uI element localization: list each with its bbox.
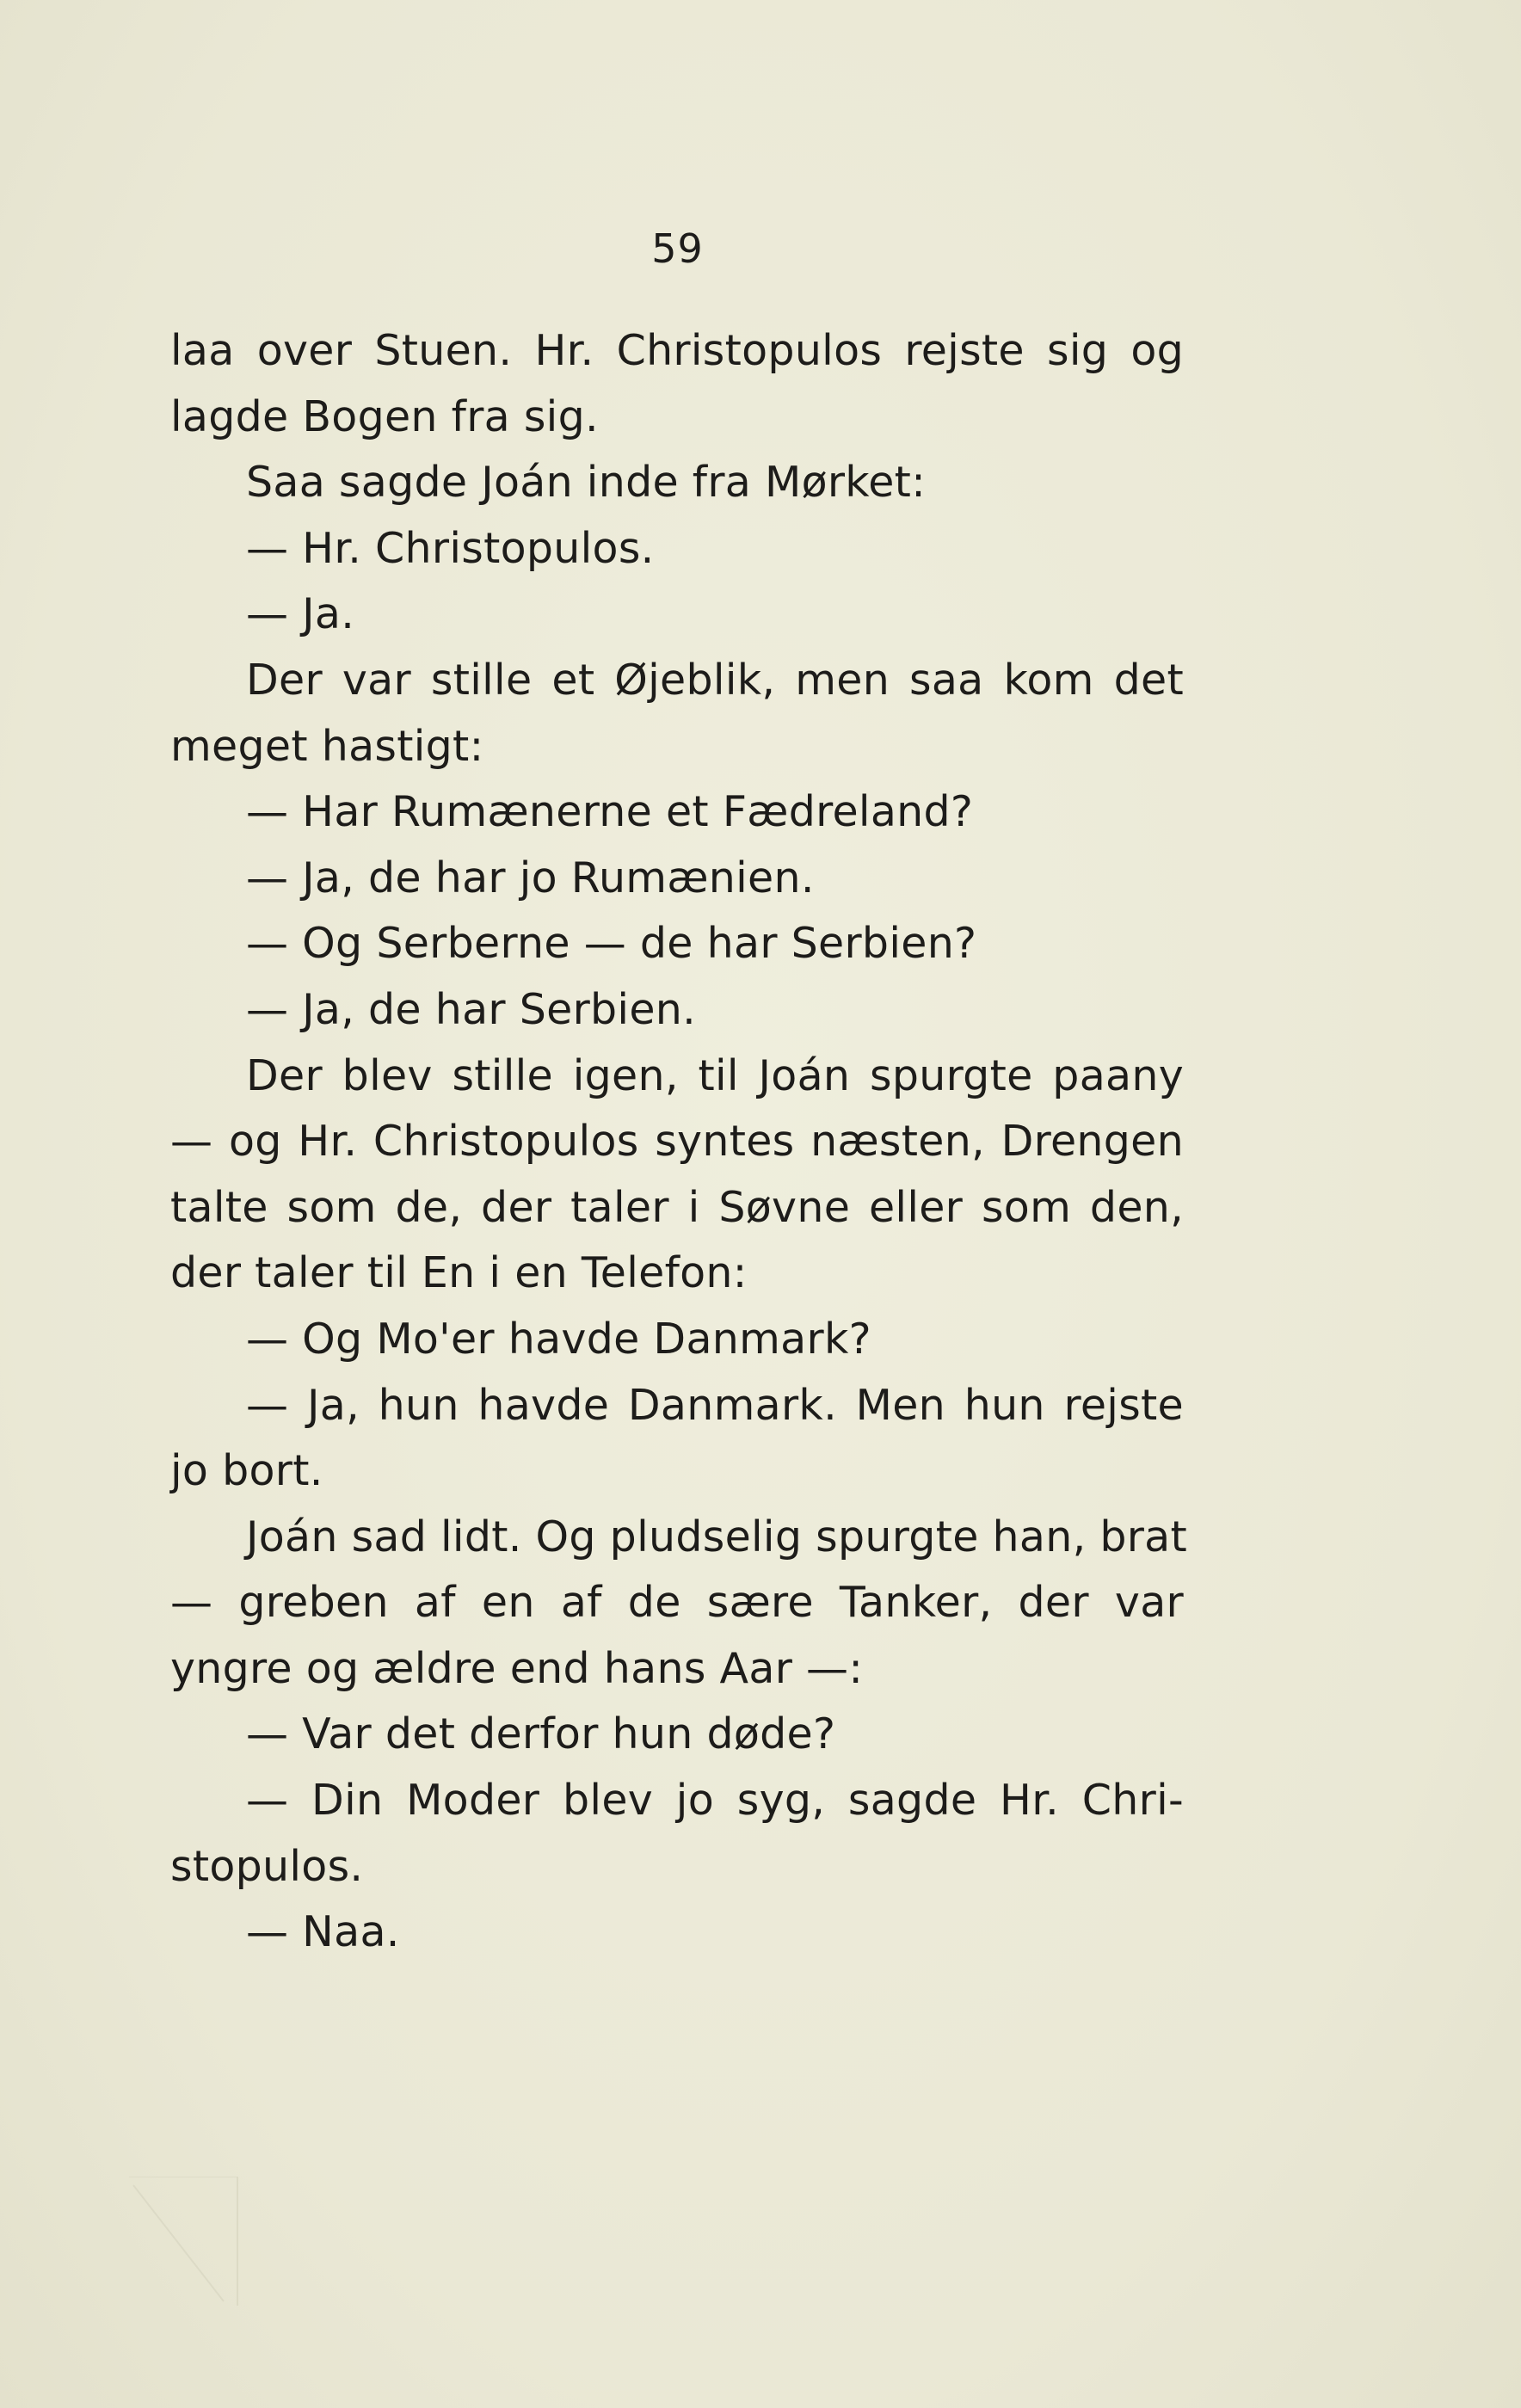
- text-line: — Naa.: [246, 1907, 400, 1957]
- text-line: — Har Rumænerne et Fædreland?: [246, 787, 974, 837]
- page-number: 59: [651, 225, 704, 272]
- text-line: — Var det derfor hun døde?: [246, 1709, 836, 1759]
- text-line: Joán sad lidt. Og pludselig spurgte han, brat: [246, 1512, 1188, 1561]
- text-line: laa over Stuen. Hr. Christopulos rejste sig og: [170, 326, 1184, 375]
- text-line: — Hr. Christopulos.: [246, 523, 655, 573]
- text-line: jo bort.: [170, 1446, 323, 1496]
- text-line: — greben af en af de sære Tanker, der var: [170, 1578, 1184, 1628]
- text-line: — Ja.: [246, 589, 355, 639]
- fold-mark-icon: [129, 2177, 237, 2306]
- text-line: — Ja, de har Serbien.: [246, 984, 697, 1034]
- text-line: der taler til En i en Telefon:: [170, 1248, 748, 1298]
- text-line: — Din Moder blev jo syg, sagde Hr. Chri-: [246, 1776, 1184, 1826]
- text-line: — Ja, hun havde Danmark. Men hun rejste: [246, 1380, 1184, 1430]
- text-line: Der var stille et Øjeblik, men saa kom det: [246, 655, 1184, 705]
- text-line: lagde Bogen fra sig.: [170, 391, 599, 441]
- text-line: stopulos.: [170, 1841, 364, 1891]
- paper-fold-mark: [129, 2177, 238, 2306]
- text-line: — Ja, de har jo Rumænien.: [246, 853, 815, 902]
- text-line: meget hastigt:: [170, 721, 484, 771]
- text-line: — Og Mo'er havde Danmark?: [246, 1314, 871, 1364]
- text-line: — Og Serberne — de har Serbien?: [246, 919, 977, 969]
- text-line: talte som de, der taler i Søvne eller som den,: [170, 1182, 1184, 1232]
- text-line: Saa sagde Joán inde fra Mørket:: [246, 458, 926, 508]
- text-line: yngre og ældre end hans Aar —:: [170, 1643, 864, 1693]
- text-line: — og Hr. Christopulos syntes næsten, Drengen: [170, 1117, 1184, 1167]
- text-line: Der blev stille igen, til Joán spurgte paany: [246, 1050, 1184, 1100]
- body-text: [170, 318, 1188, 1966]
